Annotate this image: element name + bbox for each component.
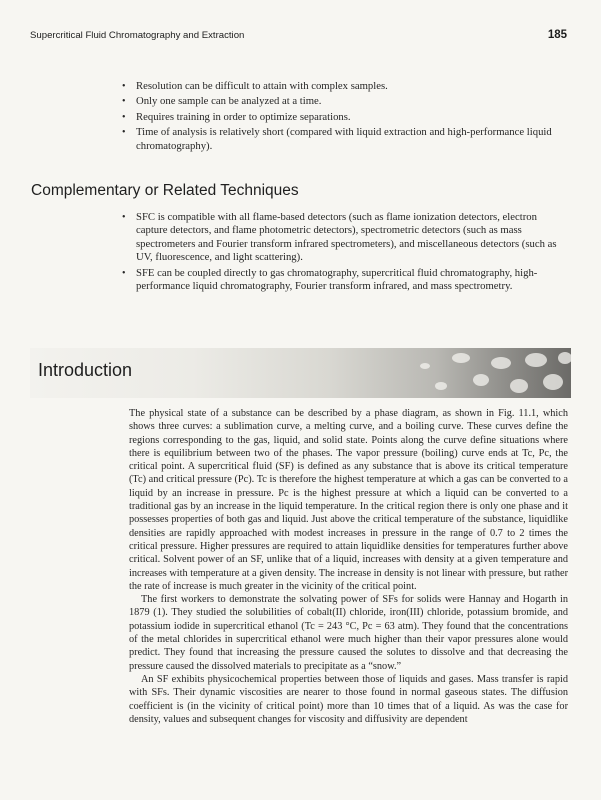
list-item: • Requires training in order to optimize separations. — [122, 110, 351, 123]
list-item: • Time of analysis is relatively short (compared with liquid extraction and high-performance liquid chromatography). — [122, 126, 552, 152]
list-item: • SFC is compatible with all flame-based detectors (such as flame ionization detectors, electron capture detectors, and flame photometric detectors), spectrometric detectors (such as mass spectrometers and Fourier transform infrared spectrometers), and miscellaneous detectors (such as UV, fluorescence, and light scattering). — [122, 211, 557, 264]
list-item: • SFE can be coupled directly to gas chromatography, supercritical fluid chromatography, high-performance liquid chromatography, Fourier transform infrared, and mass spectrometry. — [122, 266, 538, 293]
section-banner — [30, 348, 571, 398]
running-title: Supercritical Fluid Chromatography and Extraction — [30, 30, 245, 41]
related-techniques-list — [122, 211, 559, 295]
bullet-icon: • — [122, 96, 126, 108]
banner-texture — [341, 348, 571, 398]
list-item: • Only one sample can be analyzed at a time. — [122, 95, 322, 108]
running-head — [30, 29, 567, 41]
bullet-icon: • — [122, 81, 126, 92]
bullet-icon: • — [122, 212, 126, 223]
paragraph: The physical state of a substance can be described by a phase diagram, as shown in Fig. 11.1, which shows three curves: a sublimation curve, a melting curve, and a boiling curve. These curves define the regions corresponding to the gas, liquid, and solid state. Points along the curve define situations where there is equilibrium between two of the phases. The vapor pressure (boiling) curve ends at Tc, Pc, the critical point. A supercritical fluid (SF) is defined as any substance that is above its critical temperature (Tc) and critical pressure (Pc). Tc is therefore the highest temperature at which a gas can be converted to a liquid by an increase in pressure. Pc is the highest pressure at which a liquid can be converted to a traditional gas by an increase in the liquid temperature. In the critical region there is only one phase and it possesses properties of both gas and liquid. Just above the critical temperature of the substance, liquidlike densities are rapidly approached with modest increases in pressure in the range of 0.7 to 2 times the critical pressure. Higher pressures are required to attain liquidlike densities for temperatures further above critical. Solvent power of an SF, unlike that of a liquid, increases with density at a given temperature and increases with temperature at a given density. The increase in density is not linear with pressure, but rather the rate of increase is much greater in the vicinity of the critical point. — [129, 408, 568, 592]
bullet-icon: • — [122, 267, 126, 279]
limitations-list — [122, 80, 559, 155]
page-number: 185 — [547, 29, 567, 41]
bullet-icon: • — [122, 111, 126, 123]
list-item: • Resolution can be difficult to attain with complex samples. — [122, 80, 388, 92]
paragraph: The first workers to demonstrate the solvating power of SFs for solids were Hannay and Hogarth in 1879 (1). They studied the solubilities of cobalt(II) chloride, iron(III) chloride, potassium bromide, and potassium iodide in supercritical ethanol (Tc = 243 °C, Pc = 63 atm). They found that the concentrations of the metal chlorides in supercritical ethanol were much higher than their vapor pressures alone would predict. They found that increasing the pressure caused the solutes to dissolve and that decreasing the pressure caused the dissolved materials to precipitate as a “snow.” — [129, 594, 568, 672]
section-heading-introduction: Introduction — [38, 360, 133, 380]
bullet-icon: • — [122, 127, 126, 139]
introduction-body — [129, 407, 568, 726]
section-heading-related: Complementary or Related Techniques — [31, 182, 299, 199]
paragraph: An SF exhibits physicochemical properties between those of liquids and gases. Mass transfer is rapid with SFs. Their dynamic viscosities are nearer to those found in normal gaseous states. The diffusion coefficient is (in the vicinity of critical point) more than 10 times that of a liquid. As was the case for density, values and subsequent changes for viscosity and diffusivity are dependent — [129, 673, 568, 725]
